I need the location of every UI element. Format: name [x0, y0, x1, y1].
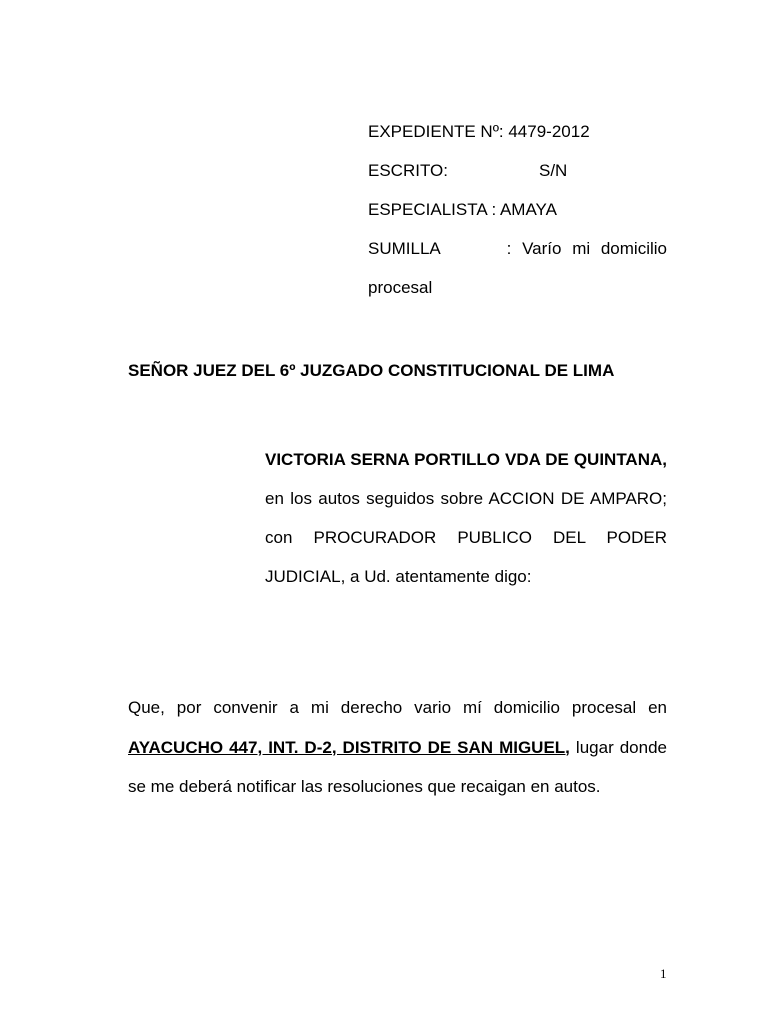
intro-text: en los autos seguidos sobre ACCION DE AMPARO; con PROCURADOR PUBLICO DEL PODER JUDICIAL, a Ud. atentamente digo:	[265, 489, 667, 586]
escrito-label: ESCRITO:	[368, 161, 448, 180]
body-text-after: lugar donde se me deberá notificar las resoluciones que recaigan en autos.	[128, 737, 668, 796]
sumilla-line	[368, 229, 667, 268]
sumilla-continuation: procesal	[368, 278, 433, 297]
sumilla-label: SUMILLA	[368, 239, 441, 258]
new-address: AYACUCHO 447, INT. D-2, DISTRITO DE SAN MIGUEL,	[128, 737, 570, 757]
case-header	[368, 112, 667, 307]
petitioner-name: VICTORIA SERNA PORTILLO VDA DE QUINTANA,	[265, 450, 667, 469]
page-number: 1	[660, 966, 667, 981]
sumilla-value: : Varío mi domicilio	[506, 239, 667, 258]
addressee-heading: SEÑOR JUEZ DEL 6º JUZGADO CONSTITUCIONAL DE LIMA	[128, 361, 615, 380]
expediente-line: EXPEDIENTE Nº: 4479-2012	[368, 122, 590, 141]
especialista-line: ESPECIALISTA : AMAYA	[368, 200, 557, 219]
body-paragraph	[128, 688, 667, 807]
escrito-line	[368, 151, 667, 190]
body-text-before: Que, por convenir a mi derecho vario mí domicilio procesal en	[128, 698, 667, 717]
intro-paragraph	[265, 440, 667, 596]
escrito-value: S/N	[539, 161, 568, 180]
